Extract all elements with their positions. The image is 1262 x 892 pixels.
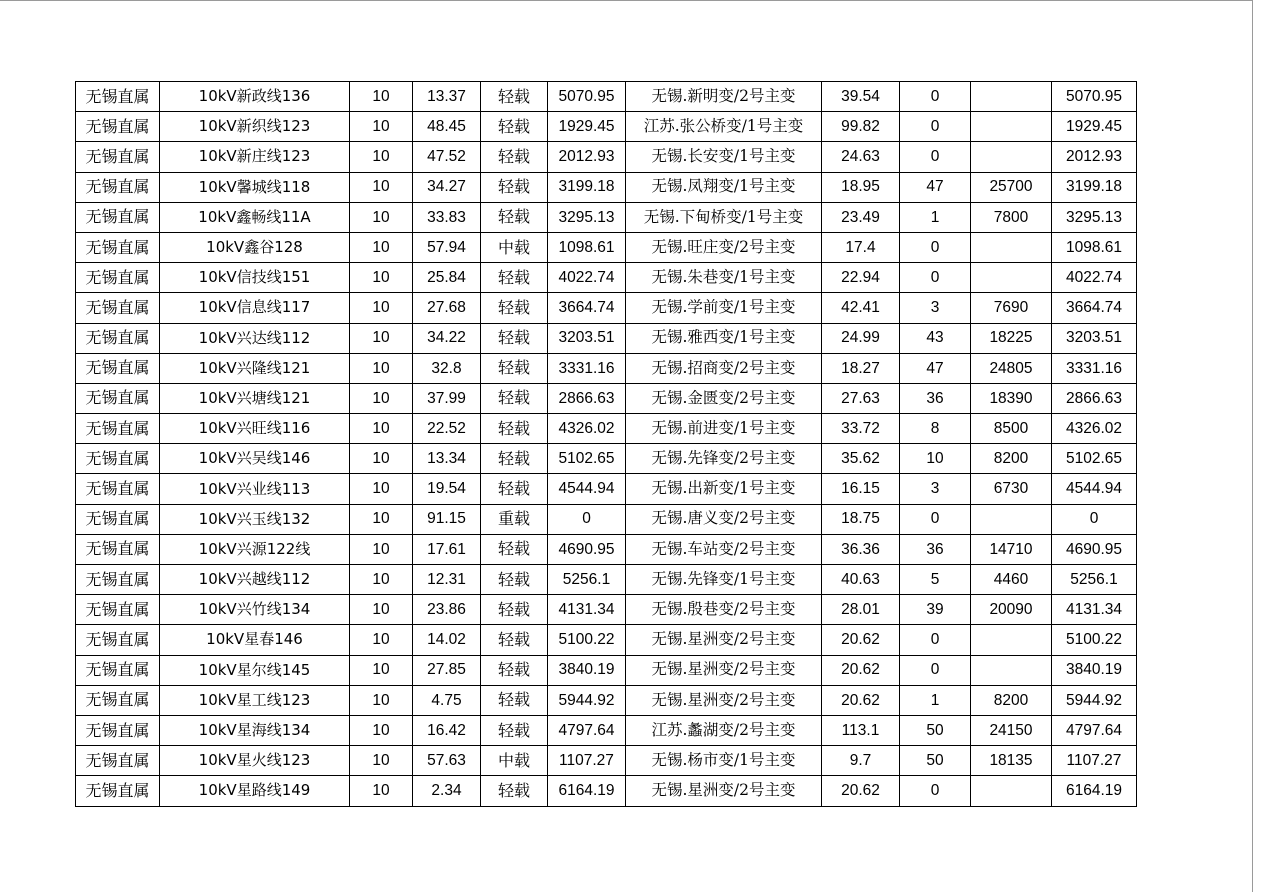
voltage-cell: 10 <box>350 414 413 444</box>
load-rate-cell: 48.45 <box>413 112 481 142</box>
table-row <box>76 383 1137 413</box>
load-rate-cell: 19.54 <box>413 474 481 504</box>
load-rate-cell: 34.27 <box>413 172 481 202</box>
user-capacity-cell <box>971 112 1052 142</box>
available-capacity-cell: 6164.19 <box>548 776 626 806</box>
user-capacity-cell <box>971 504 1052 534</box>
feeder-line-cell: 10kV兴玉线132 <box>160 504 350 534</box>
load-rate-cell: 91.15 <box>413 504 481 534</box>
table-row <box>76 293 1137 323</box>
transformer-load-rate-cell: 39.54 <box>822 82 900 112</box>
table-row <box>76 323 1137 353</box>
remaining-capacity-cell: 5256.1 <box>1052 565 1137 595</box>
transformer-load-rate-cell: 20.62 <box>822 685 900 715</box>
feeder-line-cell: 10kV星火线123 <box>160 746 350 776</box>
region-cell: 无锡直属 <box>76 595 160 625</box>
voltage-cell: 10 <box>350 293 413 323</box>
region-cell: 无锡直属 <box>76 715 160 745</box>
load-status-cell: 轻载 <box>481 776 548 806</box>
load-status-cell: 中载 <box>481 232 548 262</box>
user-count-cell: 36 <box>900 534 971 564</box>
available-capacity-cell: 4326.02 <box>548 414 626 444</box>
load-status-cell: 轻载 <box>481 112 548 142</box>
substation-transformer-cell: 无锡.车站变/2号主变 <box>626 534 822 564</box>
region-cell: 无锡直属 <box>76 534 160 564</box>
region-cell: 无锡直属 <box>76 293 160 323</box>
remaining-capacity-cell: 4131.34 <box>1052 595 1137 625</box>
table-row <box>76 565 1137 595</box>
substation-transformer-cell: 无锡.前进变/1号主变 <box>626 414 822 444</box>
transformer-load-rate-cell: 20.62 <box>822 625 900 655</box>
region-cell: 无锡直属 <box>76 776 160 806</box>
feeder-line-cell: 10kV兴达线112 <box>160 323 350 353</box>
table-row <box>76 112 1137 142</box>
feeder-line-cell: 10kV兴源122线 <box>160 534 350 564</box>
voltage-cell: 10 <box>350 263 413 293</box>
table-row <box>76 142 1137 172</box>
feeder-line-cell: 10kV星路线149 <box>160 776 350 806</box>
load-status-cell: 轻载 <box>481 685 548 715</box>
voltage-cell: 10 <box>350 82 413 112</box>
user-count-cell: 50 <box>900 715 971 745</box>
user-count-cell: 47 <box>900 172 971 202</box>
substation-transformer-cell: 江苏.张公桥变/1号主变 <box>626 112 822 142</box>
load-rate-cell: 57.94 <box>413 232 481 262</box>
voltage-cell: 10 <box>350 202 413 232</box>
region-cell: 无锡直属 <box>76 232 160 262</box>
remaining-capacity-cell: 5070.95 <box>1052 82 1137 112</box>
remaining-capacity-cell: 5944.92 <box>1052 685 1137 715</box>
remaining-capacity-cell: 1929.45 <box>1052 112 1137 142</box>
region-cell: 无锡直属 <box>76 112 160 142</box>
substation-transformer-cell: 无锡.学前变/1号主变 <box>626 293 822 323</box>
load-status-cell: 轻载 <box>481 595 548 625</box>
user-count-cell: 0 <box>900 232 971 262</box>
remaining-capacity-cell: 5102.65 <box>1052 444 1137 474</box>
substation-transformer-cell: 无锡.旺庄变/2号主变 <box>626 232 822 262</box>
transformer-load-rate-cell: 40.63 <box>822 565 900 595</box>
region-cell: 无锡直属 <box>76 323 160 353</box>
remaining-capacity-cell: 3295.13 <box>1052 202 1137 232</box>
remaining-capacity-cell: 1098.61 <box>1052 232 1137 262</box>
table-row <box>76 776 1137 806</box>
user-capacity-cell: 18225 <box>971 323 1052 353</box>
voltage-cell: 10 <box>350 534 413 564</box>
voltage-cell: 10 <box>350 353 413 383</box>
user-count-cell: 0 <box>900 504 971 534</box>
substation-transformer-cell: 无锡.唐义变/2号主变 <box>626 504 822 534</box>
load-rate-cell: 13.37 <box>413 82 481 112</box>
region-cell: 无锡直属 <box>76 414 160 444</box>
user-count-cell: 50 <box>900 746 971 776</box>
load-rate-cell: 33.83 <box>413 202 481 232</box>
user-capacity-cell: 14710 <box>971 534 1052 564</box>
transformer-load-rate-cell: 113.1 <box>822 715 900 745</box>
feeder-line-cell: 10kV兴塘线121 <box>160 383 350 413</box>
user-capacity-cell <box>971 82 1052 112</box>
substation-transformer-cell: 无锡.下甸桥变/1号主变 <box>626 202 822 232</box>
substation-transformer-cell: 无锡.雅西变/1号主变 <box>626 323 822 353</box>
load-status-cell: 轻载 <box>481 142 548 172</box>
remaining-capacity-cell: 6164.19 <box>1052 776 1137 806</box>
remaining-capacity-cell: 2866.63 <box>1052 383 1137 413</box>
feeder-line-cell: 10kV信技线151 <box>160 263 350 293</box>
transformer-load-rate-cell: 36.36 <box>822 534 900 564</box>
remaining-capacity-cell: 4544.94 <box>1052 474 1137 504</box>
load-status-cell: 重载 <box>481 504 548 534</box>
table-row <box>76 263 1137 293</box>
voltage-cell: 10 <box>350 232 413 262</box>
user-count-cell: 0 <box>900 655 971 685</box>
user-capacity-cell: 24150 <box>971 715 1052 745</box>
feeder-line-cell: 10kV兴吴线146 <box>160 444 350 474</box>
substation-transformer-cell: 无锡.金匮变/2号主变 <box>626 383 822 413</box>
region-cell: 无锡直属 <box>76 504 160 534</box>
user-capacity-cell: 7690 <box>971 293 1052 323</box>
load-rate-cell: 4.75 <box>413 685 481 715</box>
voltage-cell: 10 <box>350 715 413 745</box>
transformer-load-rate-cell: 20.62 <box>822 655 900 685</box>
available-capacity-cell: 2866.63 <box>548 383 626 413</box>
voltage-cell: 10 <box>350 595 413 625</box>
region-cell: 无锡直属 <box>76 685 160 715</box>
user-capacity-cell: 8500 <box>971 414 1052 444</box>
feeder-line-cell: 10kV鑫谷128 <box>160 232 350 262</box>
feeder-line-cell: 10kV兴隆线121 <box>160 353 350 383</box>
transformer-load-rate-cell: 24.99 <box>822 323 900 353</box>
user-capacity-cell: 6730 <box>971 474 1052 504</box>
table-row <box>76 625 1137 655</box>
load-rate-cell: 34.22 <box>413 323 481 353</box>
load-status-cell: 轻载 <box>481 172 548 202</box>
load-status-cell: 轻载 <box>481 625 548 655</box>
voltage-cell: 10 <box>350 323 413 353</box>
feeder-line-cell: 10kV鑫畅线11A <box>160 202 350 232</box>
available-capacity-cell: 4544.94 <box>548 474 626 504</box>
voltage-cell: 10 <box>350 112 413 142</box>
table-row <box>76 172 1137 202</box>
user-capacity-cell <box>971 625 1052 655</box>
remaining-capacity-cell: 5100.22 <box>1052 625 1137 655</box>
load-status-cell: 轻载 <box>481 655 548 685</box>
available-capacity-cell: 3199.18 <box>548 172 626 202</box>
available-capacity-cell: 1098.61 <box>548 232 626 262</box>
region-cell: 无锡直属 <box>76 263 160 293</box>
voltage-cell: 10 <box>350 474 413 504</box>
table-row <box>76 444 1137 474</box>
load-status-cell: 轻载 <box>481 323 548 353</box>
table-row <box>76 504 1137 534</box>
load-status-cell: 轻载 <box>481 534 548 564</box>
load-rate-cell: 16.42 <box>413 715 481 745</box>
substation-transformer-cell: 无锡.星洲变/2号主变 <box>626 776 822 806</box>
feeder-line-cell: 10kV星工线123 <box>160 685 350 715</box>
transformer-load-rate-cell: 16.15 <box>822 474 900 504</box>
load-rate-cell: 27.85 <box>413 655 481 685</box>
table-row <box>76 685 1137 715</box>
available-capacity-cell: 5102.65 <box>548 444 626 474</box>
load-rate-cell: 25.84 <box>413 263 481 293</box>
feeder-line-cell: 10kV兴越线112 <box>160 565 350 595</box>
feeder-line-cell: 10kV星春146 <box>160 625 350 655</box>
substation-transformer-cell: 无锡.星洲变/2号主变 <box>626 685 822 715</box>
voltage-cell: 10 <box>350 655 413 685</box>
available-capacity-cell: 5100.22 <box>548 625 626 655</box>
substation-transformer-cell: 无锡.招商变/2号主变 <box>626 353 822 383</box>
user-capacity-cell: 24805 <box>971 353 1052 383</box>
load-status-cell: 轻载 <box>481 383 548 413</box>
feeder-line-cell: 10kV兴竹线134 <box>160 595 350 625</box>
user-count-cell: 0 <box>900 625 971 655</box>
remaining-capacity-cell: 1107.27 <box>1052 746 1137 776</box>
available-capacity-cell: 4131.34 <box>548 595 626 625</box>
load-status-cell: 轻载 <box>481 715 548 745</box>
user-count-cell: 47 <box>900 353 971 383</box>
voltage-cell: 10 <box>350 504 413 534</box>
user-capacity-cell: 4460 <box>971 565 1052 595</box>
table-row <box>76 534 1137 564</box>
load-rate-cell: 14.02 <box>413 625 481 655</box>
substation-transformer-cell: 江苏.蠡湖变/2号主变 <box>626 715 822 745</box>
available-capacity-cell: 5256.1 <box>548 565 626 595</box>
available-capacity-cell: 5070.95 <box>548 82 626 112</box>
transformer-load-rate-cell: 18.75 <box>822 504 900 534</box>
voltage-cell: 10 <box>350 685 413 715</box>
feeder-line-cell: 10kV新庄线123 <box>160 142 350 172</box>
feeder-load-table <box>75 81 1137 807</box>
remaining-capacity-cell: 3840.19 <box>1052 655 1137 685</box>
substation-transformer-cell: 无锡.先锋变/2号主变 <box>626 444 822 474</box>
load-rate-cell: 23.86 <box>413 595 481 625</box>
table-row <box>76 595 1137 625</box>
available-capacity-cell: 3664.74 <box>548 293 626 323</box>
user-capacity-cell: 18135 <box>971 746 1052 776</box>
user-count-cell: 0 <box>900 82 971 112</box>
user-count-cell: 8 <box>900 414 971 444</box>
remaining-capacity-cell: 4022.74 <box>1052 263 1137 293</box>
load-status-cell: 轻载 <box>481 414 548 444</box>
load-status-cell: 轻载 <box>481 293 548 323</box>
user-count-cell: 1 <box>900 685 971 715</box>
table-row <box>76 746 1137 776</box>
feeder-line-cell: 10kV星尔线145 <box>160 655 350 685</box>
available-capacity-cell: 3840.19 <box>548 655 626 685</box>
load-rate-cell: 22.52 <box>413 414 481 444</box>
load-status-cell: 轻载 <box>481 444 548 474</box>
load-rate-cell: 12.31 <box>413 565 481 595</box>
transformer-load-rate-cell: 27.63 <box>822 383 900 413</box>
feeder-line-cell: 10kV兴业线113 <box>160 474 350 504</box>
table-row <box>76 655 1137 685</box>
user-capacity-cell <box>971 142 1052 172</box>
remaining-capacity-cell: 3331.16 <box>1052 353 1137 383</box>
load-status-cell: 轻载 <box>481 82 548 112</box>
voltage-cell: 10 <box>350 746 413 776</box>
user-count-cell: 10 <box>900 444 971 474</box>
remaining-capacity-cell: 2012.93 <box>1052 142 1137 172</box>
table-row <box>76 353 1137 383</box>
transformer-load-rate-cell: 42.41 <box>822 293 900 323</box>
user-count-cell: 3 <box>900 293 971 323</box>
region-cell: 无锡直属 <box>76 625 160 655</box>
table-row <box>76 232 1137 262</box>
substation-transformer-cell: 无锡.凤翔变/1号主变 <box>626 172 822 202</box>
substation-transformer-cell: 无锡.星洲变/2号主变 <box>626 625 822 655</box>
user-capacity-cell: 8200 <box>971 685 1052 715</box>
user-capacity-cell <box>971 263 1052 293</box>
load-status-cell: 轻载 <box>481 565 548 595</box>
user-count-cell: 39 <box>900 595 971 625</box>
substation-transformer-cell: 无锡.新明变/2号主变 <box>626 82 822 112</box>
remaining-capacity-cell: 3664.74 <box>1052 293 1137 323</box>
load-status-cell: 轻载 <box>481 474 548 504</box>
feeder-line-cell: 10kV新政线136 <box>160 82 350 112</box>
region-cell: 无锡直属 <box>76 746 160 776</box>
load-rate-cell: 27.68 <box>413 293 481 323</box>
transformer-load-rate-cell: 20.62 <box>822 776 900 806</box>
load-status-cell: 轻载 <box>481 202 548 232</box>
load-status-cell: 中载 <box>481 746 548 776</box>
region-cell: 无锡直属 <box>76 82 160 112</box>
region-cell: 无锡直属 <box>76 444 160 474</box>
available-capacity-cell: 4690.95 <box>548 534 626 564</box>
load-rate-cell: 32.8 <box>413 353 481 383</box>
remaining-capacity-cell: 4326.02 <box>1052 414 1137 444</box>
available-capacity-cell: 3331.16 <box>548 353 626 383</box>
user-capacity-cell <box>971 655 1052 685</box>
substation-transformer-cell: 无锡.杨市变/1号主变 <box>626 746 822 776</box>
transformer-load-rate-cell: 28.01 <box>822 595 900 625</box>
voltage-cell: 10 <box>350 444 413 474</box>
region-cell: 无锡直属 <box>76 142 160 172</box>
table-row <box>76 414 1137 444</box>
transformer-load-rate-cell: 9.7 <box>822 746 900 776</box>
feeder-line-cell: 10kV新织线123 <box>160 112 350 142</box>
region-cell: 无锡直属 <box>76 655 160 685</box>
transformer-load-rate-cell: 17.4 <box>822 232 900 262</box>
user-count-cell: 0 <box>900 263 971 293</box>
remaining-capacity-cell: 3199.18 <box>1052 172 1137 202</box>
available-capacity-cell: 1107.27 <box>548 746 626 776</box>
load-status-cell: 轻载 <box>481 353 548 383</box>
load-rate-cell: 57.63 <box>413 746 481 776</box>
transformer-load-rate-cell: 99.82 <box>822 112 900 142</box>
load-rate-cell: 47.52 <box>413 142 481 172</box>
substation-transformer-cell: 无锡.朱巷变/1号主变 <box>626 263 822 293</box>
region-cell: 无锡直属 <box>76 565 160 595</box>
region-cell: 无锡直属 <box>76 172 160 202</box>
user-count-cell: 0 <box>900 142 971 172</box>
user-capacity-cell <box>971 232 1052 262</box>
transformer-load-rate-cell: 18.95 <box>822 172 900 202</box>
user-count-cell: 36 <box>900 383 971 413</box>
feeder-line-cell: 10kV星海线134 <box>160 715 350 745</box>
substation-transformer-cell: 无锡.殷巷变/2号主变 <box>626 595 822 625</box>
load-status-cell: 轻载 <box>481 263 548 293</box>
available-capacity-cell: 5944.92 <box>548 685 626 715</box>
available-capacity-cell: 0 <box>548 504 626 534</box>
transformer-load-rate-cell: 18.27 <box>822 353 900 383</box>
available-capacity-cell: 1929.45 <box>548 112 626 142</box>
available-capacity-cell: 3295.13 <box>548 202 626 232</box>
substation-transformer-cell: 无锡.长安变/1号主变 <box>626 142 822 172</box>
available-capacity-cell: 3203.51 <box>548 323 626 353</box>
voltage-cell: 10 <box>350 383 413 413</box>
feeder-line-cell: 10kV兴旺线116 <box>160 414 350 444</box>
available-capacity-cell: 4022.74 <box>548 263 626 293</box>
table-row <box>76 82 1137 112</box>
available-capacity-cell: 4797.64 <box>548 715 626 745</box>
user-count-cell: 3 <box>900 474 971 504</box>
transformer-load-rate-cell: 24.63 <box>822 142 900 172</box>
user-count-cell: 0 <box>900 776 971 806</box>
user-count-cell: 5 <box>900 565 971 595</box>
transformer-load-rate-cell: 35.62 <box>822 444 900 474</box>
table-row <box>76 202 1137 232</box>
remaining-capacity-cell: 4797.64 <box>1052 715 1137 745</box>
remaining-capacity-cell: 0 <box>1052 504 1137 534</box>
table-body <box>76 82 1137 807</box>
voltage-cell: 10 <box>350 565 413 595</box>
available-capacity-cell: 2012.93 <box>548 142 626 172</box>
region-cell: 无锡直属 <box>76 474 160 504</box>
remaining-capacity-cell: 4690.95 <box>1052 534 1137 564</box>
region-cell: 无锡直属 <box>76 383 160 413</box>
voltage-cell: 10 <box>350 776 413 806</box>
user-count-cell: 1 <box>900 202 971 232</box>
transformer-load-rate-cell: 23.49 <box>822 202 900 232</box>
user-count-cell: 0 <box>900 112 971 142</box>
user-capacity-cell: 25700 <box>971 172 1052 202</box>
transformer-load-rate-cell: 22.94 <box>822 263 900 293</box>
load-rate-cell: 17.61 <box>413 534 481 564</box>
user-capacity-cell <box>971 776 1052 806</box>
voltage-cell: 10 <box>350 172 413 202</box>
substation-transformer-cell: 无锡.先锋变/1号主变 <box>626 565 822 595</box>
voltage-cell: 10 <box>350 142 413 172</box>
user-capacity-cell: 20090 <box>971 595 1052 625</box>
table-row <box>76 474 1137 504</box>
substation-transformer-cell: 无锡.星洲变/2号主变 <box>626 655 822 685</box>
table-row <box>76 715 1137 745</box>
load-rate-cell: 13.34 <box>413 444 481 474</box>
load-rate-cell: 2.34 <box>413 776 481 806</box>
region-cell: 无锡直属 <box>76 353 160 383</box>
region-cell: 无锡直属 <box>76 202 160 232</box>
voltage-cell: 10 <box>350 625 413 655</box>
remaining-capacity-cell: 3203.51 <box>1052 323 1137 353</box>
user-capacity-cell: 18390 <box>971 383 1052 413</box>
transformer-load-rate-cell: 33.72 <box>822 414 900 444</box>
feeder-line-cell: 10kV信息线117 <box>160 293 350 323</box>
substation-transformer-cell: 无锡.出新变/1号主变 <box>626 474 822 504</box>
feeder-line-cell: 10kV馨城线118 <box>160 172 350 202</box>
load-rate-cell: 37.99 <box>413 383 481 413</box>
user-capacity-cell: 8200 <box>971 444 1052 474</box>
user-capacity-cell: 7800 <box>971 202 1052 232</box>
user-count-cell: 43 <box>900 323 971 353</box>
